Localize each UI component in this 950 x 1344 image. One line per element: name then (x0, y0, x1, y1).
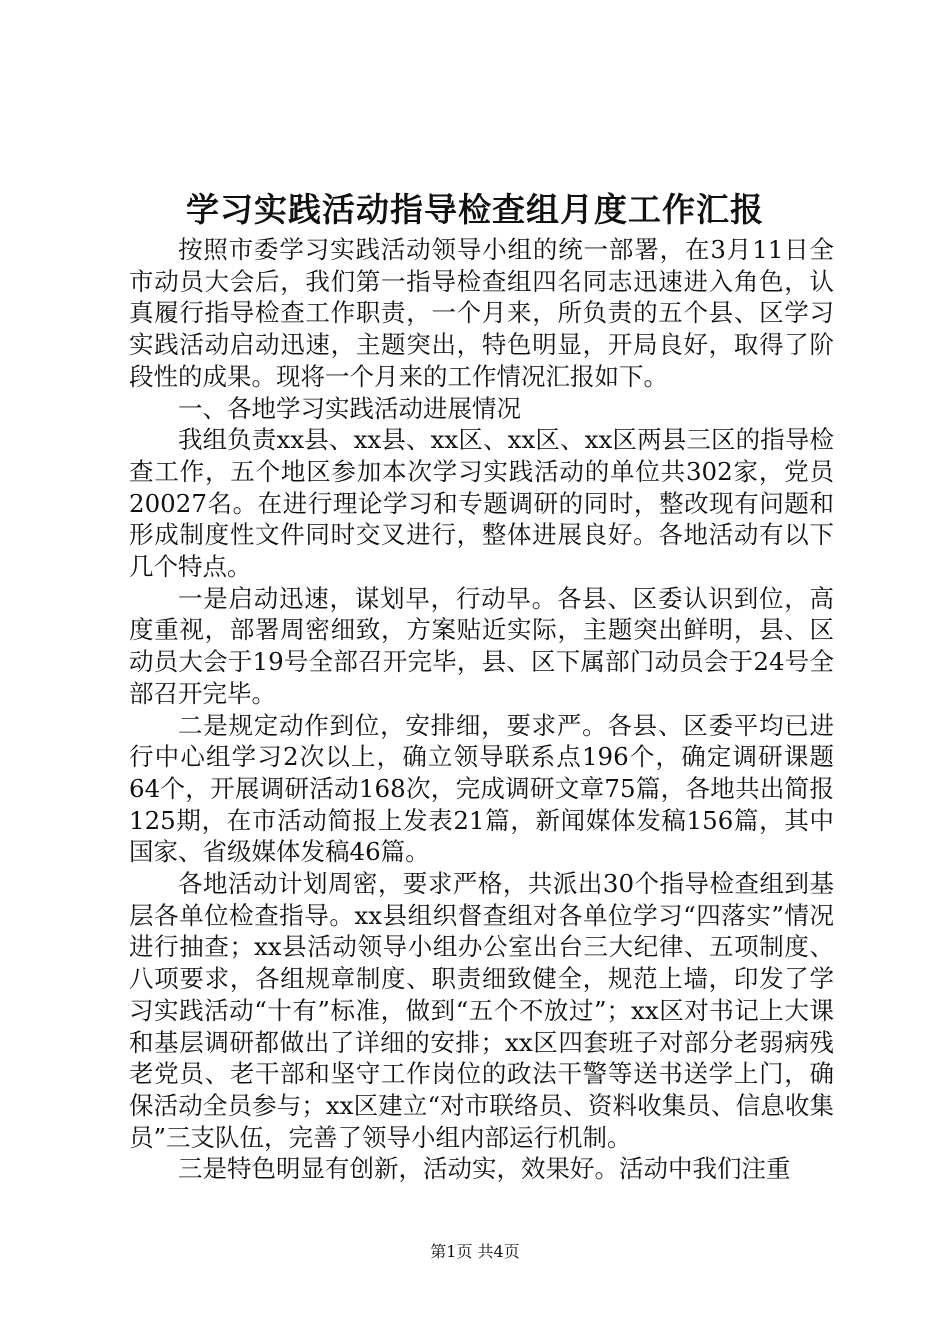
document-title: 学习实践活动指导检查组月度工作汇报 (186, 190, 764, 229)
page-footer: 第1页 共4页 (430, 1242, 520, 1261)
paragraph-point-two: 二是规定动作到位，安排细，要求严。各县、区委平均已进行中心组学习2次以上，确立领导联系点196个，确定调研课题64个，开展调研活动168次，完成调研文章75篇，各地共出简报125期，在市活动简报上发表21篇，新闻媒体发稿156篇，其中国家、省级媒体发稿46篇。 (129, 710, 834, 867)
paragraph-point-one: 一是启动迅速，谋划早，行动早。各县、区委认识到位，高度重视，部署周密细致，方案贴近实际，主题突出鲜明，县、区动员大会于19号全部召开完毕，县、区下属部门动员会于24号全部召开完毕。 (129, 583, 834, 708)
paragraph-inspection-groups: 各地活动计划周密，要求严格，共派出30个指导检查组到基层各单位检查指导。xx县组织督查组对各单位学习“四落实”情况进行抽查；xx县活动领导小组办公室出台三大纪律、五项制度、八项要求，各组规章制度、职责细致健全，规范上墙，印发了学习实践活动“十有”标准，做到“五个不放过”；xx区对书记上大课和基层调研都做出了详细的安排；xx区四套班子对部分老弱病残老党员、老干部和坚守工作岗位的政法干警等送书送学上门，确保活动全员参与；xx区建立“对市联络员、资料收集员、信息收集员”三支队伍，完善了领导小组内部运行机制。 (129, 869, 834, 1152)
section-heading-progress: 一、各地学习实践活动进展情况 (178, 393, 521, 423)
paragraph-overview: 我组负责xx县、xx县、xx区、xx区、xx区两县三区的指导检查工作，五个地区参加本次学习实践活动的单位共302家，党员20027名。在进行理论学习和专题调研的同时，整改现有问题和形成制度性文件同时交叉进行，整体进展良好。各地活动有以下几个特点。 (129, 425, 834, 582)
paragraph-intro: 按照市委学习实践活动领导小组的统一部署，在3月11日全市动员大会后，我们第一指导检查组四名同志迅速进入角色，认真履行指导检查工作职责，一个月来，所负责的五个县、区学习实践活动启动迅速，主题突出，特色明显，开局良好，取得了阶段性的成果。现将一个月来的工作情况汇报如下。 (129, 235, 834, 391)
paragraph-point-three: 三是特色明显有创新，活动实，效果好。活动中我们注重 (178, 1154, 791, 1184)
document-body (129, 234, 834, 1185)
